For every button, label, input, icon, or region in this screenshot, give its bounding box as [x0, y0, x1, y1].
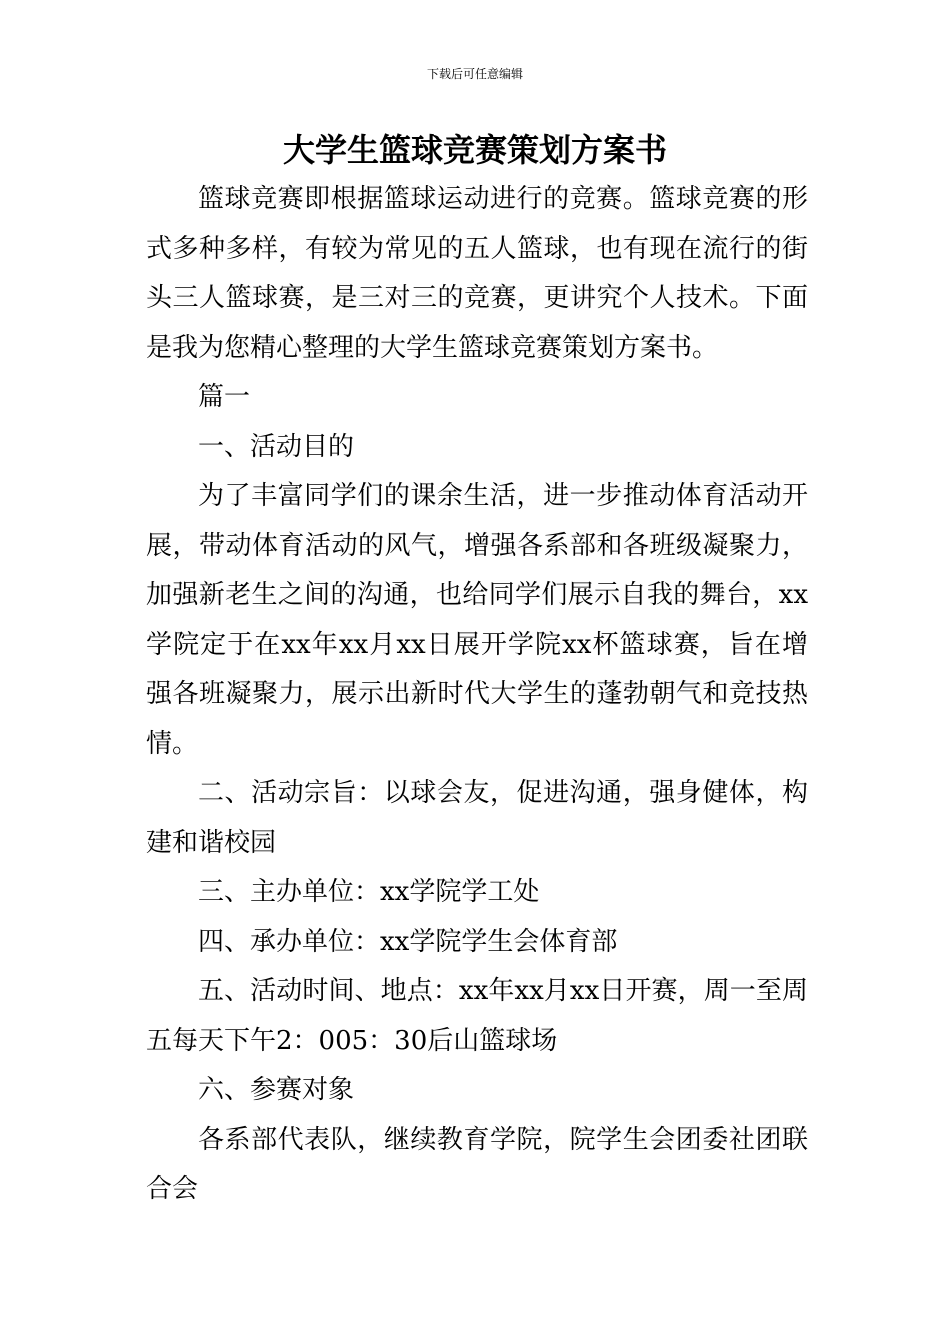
paragraph-participants: 各系部代表队，继续教育学院，院学生会团委社团联合会	[146, 1124, 808, 1204]
paragraph-time-place: 五、活动时间、地点：xx年xx月xx日开赛，周一至周五每天下午2：005：30后山篮球场	[146, 976, 808, 1056]
document-body	[146, 175, 808, 1215]
paragraph-section-label: 篇一	[198, 382, 251, 412]
paragraph-intro: 篮球竞赛即根据篮球运动进行的竞赛。篮球竞赛的形式多种多样，有较为常见的五人篮球，也有现在流行的街头三人篮球赛，是三对三的竞赛，更讲究个人技术。下面是我为您精心整理的大学生篮球竞赛策划方案书。	[146, 184, 808, 363]
paragraph-organizer: 三、主办单位：xx学院学工处	[198, 877, 540, 907]
paragraph-heading-participants: 六、参赛对象	[198, 1075, 355, 1105]
paragraph-purpose: 为了丰富同学们的课余生活，进一步推动体育活动开展，带动体育活动的风气，增强各系部和各班级凝聚力，加强新老生之间的沟通，也给同学们展示自我的舞台，xx学院定于在xx年xx月xx日展开学院xx杯篮球赛，旨在增强各班凝聚力，展示出新时代大学生的蓬勃朝气和竞技热情。	[146, 481, 808, 759]
paragraph-host: 四、承办单位：xx学院学生会体育部	[198, 926, 618, 957]
header-note: 下载后可任意编辑	[426, 67, 523, 81]
paragraph-heading-purpose: 一、活动目的	[198, 431, 355, 462]
page-title: 大学生篮球竞赛策划方案书	[282, 131, 667, 169]
paragraph-aim: 二、活动宗旨：以球会友，促进沟通，强身健体，构建和谐校园	[146, 778, 808, 858]
